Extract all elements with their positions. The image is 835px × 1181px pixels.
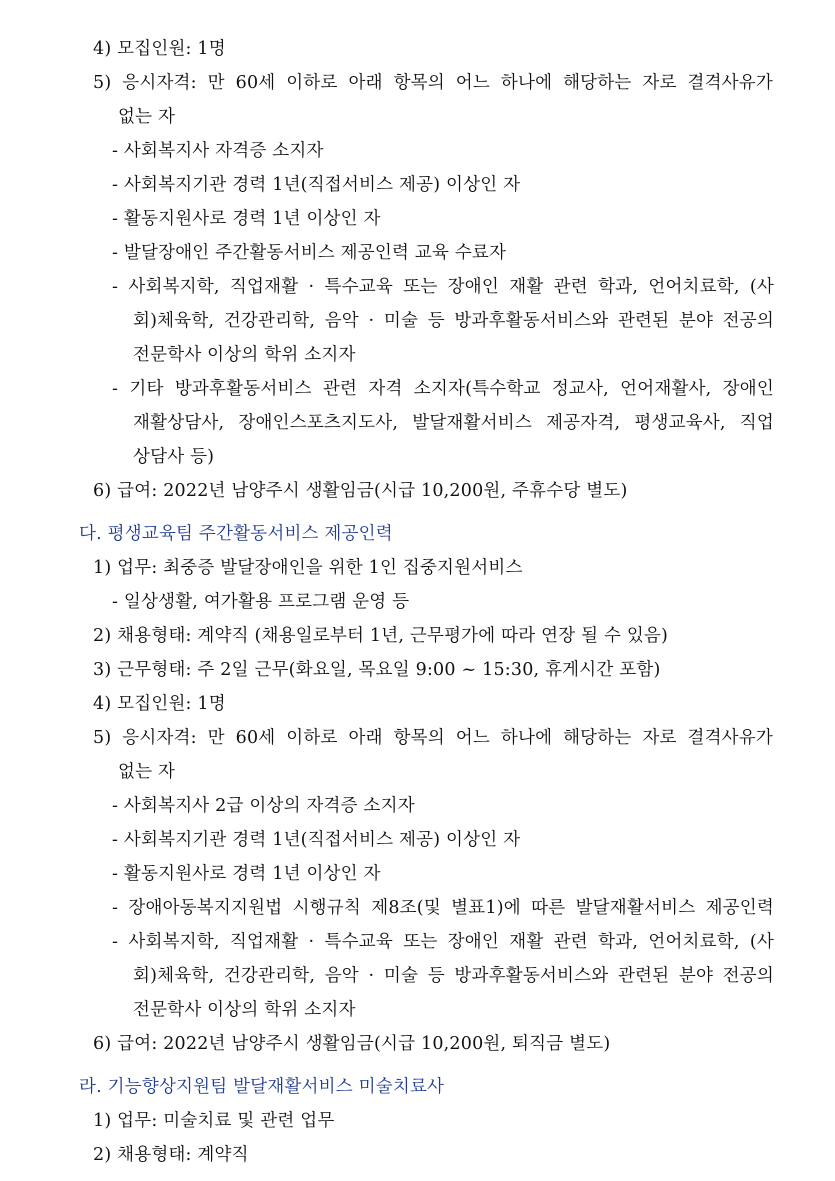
eligibility-bullet: - 사회복지사 자격증 소지자: [112, 141, 324, 161]
eligibility-bullet: - 사회복지기관 경력 1년(직접서비스 제공) 이상인 자: [112, 175, 521, 195]
eligibility-bullet-cont: 회)체육학, 건강관리학, 음악 · 미술 등 방과후활동서비스와 관련된 분야 전공의: [133, 311, 774, 331]
eligibility-bullet: - 활동지원사로 경력 1년 이상인 자: [112, 209, 381, 229]
duty-bullet: - 일상생활, 여가활용 프로그램 운영 등: [112, 592, 410, 612]
eligibility-bullet-cont: 재활상담사, 장애인스포츠지도사, 발달재활서비스 제공자격, 평생교육사, 직업: [133, 413, 774, 433]
eligibility-heading: 5) 응시자격: 만 60세 이하로 아래 항목의 어느 하나에 해당하는 자로 결격사유가: [93, 728, 773, 748]
eligibility-bullet: - 기타 방과후활동서비스 관련 자격 소지자(특수학교 정교사, 언어재활사, 장애인: [112, 379, 774, 399]
salary-info: 6) 급여: 2022년 남양주시 생활임금(시급 10,200원, 주휴수당 별도): [93, 481, 628, 501]
eligibility-bullet: - 발달장애인 주간활동서비스 제공인력 교육 수료자: [112, 243, 507, 263]
work-schedule: 3) 근무형태: 주 2일 근무(화요일, 목요일 9:00 ~ 15:30, 휴게시간 포함): [93, 660, 661, 680]
eligibility-bullet: - 사회복지학, 직업재활 · 특수교육 또는 장애인 재활 관련 학과, 언어치료학, (사: [112, 277, 774, 297]
eligibility-bullet-cont: 전문학사 이상의 학위 소지자: [133, 345, 356, 365]
eligibility-bullet: - 사회복지사 2급 이상의 자격증 소지자: [112, 796, 415, 816]
eligibility-heading-cont: 없는 자: [118, 107, 176, 127]
section-title-da: 다. 평생교육팀 주간활동서비스 제공인력: [79, 524, 393, 544]
eligibility-heading-cont: 없는 자: [118, 762, 176, 782]
employment-type: 2) 채용형태: 계약직: [93, 1145, 249, 1165]
eligibility-bullet: - 활동지원사로 경력 1년 이상인 자: [112, 864, 381, 884]
eligibility-bullet-cont: 상담사 등): [133, 447, 215, 467]
recruit-count: 4) 모집인원: 1명: [93, 694, 226, 714]
salary-info: 6) 급여: 2022년 남양주시 생활임금(시급 10,200원, 퇴직금 별도): [93, 1034, 611, 1054]
employment-type: 2) 채용형태: 계약직 (채용일로부터 1년, 근무평가에 따라 연장 될 수 있음): [93, 626, 669, 646]
eligibility-bullet: - 사회복지기관 경력 1년(직접서비스 제공) 이상인 자: [112, 830, 521, 850]
eligibility-bullet: - 사회복지학, 직업재활 · 특수교육 또는 장애인 재활 관련 학과, 언어치료학, (사: [112, 932, 774, 952]
duty-info: 1) 업무: 최중증 발달장애인을 위한 1인 집중지원서비스: [93, 558, 523, 578]
eligibility-heading: 5) 응시자격: 만 60세 이하로 아래 항목의 어느 하나에 해당하는 자로 결격사유가: [93, 73, 773, 93]
eligibility-bullet-cont: 회)체육학, 건강관리학, 음악 · 미술 등 방과후활동서비스와 관련된 분야 전공의: [133, 966, 774, 986]
duty-info: 1) 업무: 미술치료 및 관련 업무: [93, 1111, 335, 1131]
recruit-count: 4) 모집인원: 1명: [93, 39, 226, 59]
section-title-ra: 라. 기능향상지원팀 발달재활서비스 미술치료사: [79, 1077, 445, 1097]
eligibility-bullet-cont: 전문학사 이상의 학위 소지자: [133, 1000, 356, 1020]
eligibility-bullet: - 장애아동복지지원법 시행규칙 제8조(및 별표1)에 따른 발달재활서비스 제공인력: [112, 898, 774, 918]
